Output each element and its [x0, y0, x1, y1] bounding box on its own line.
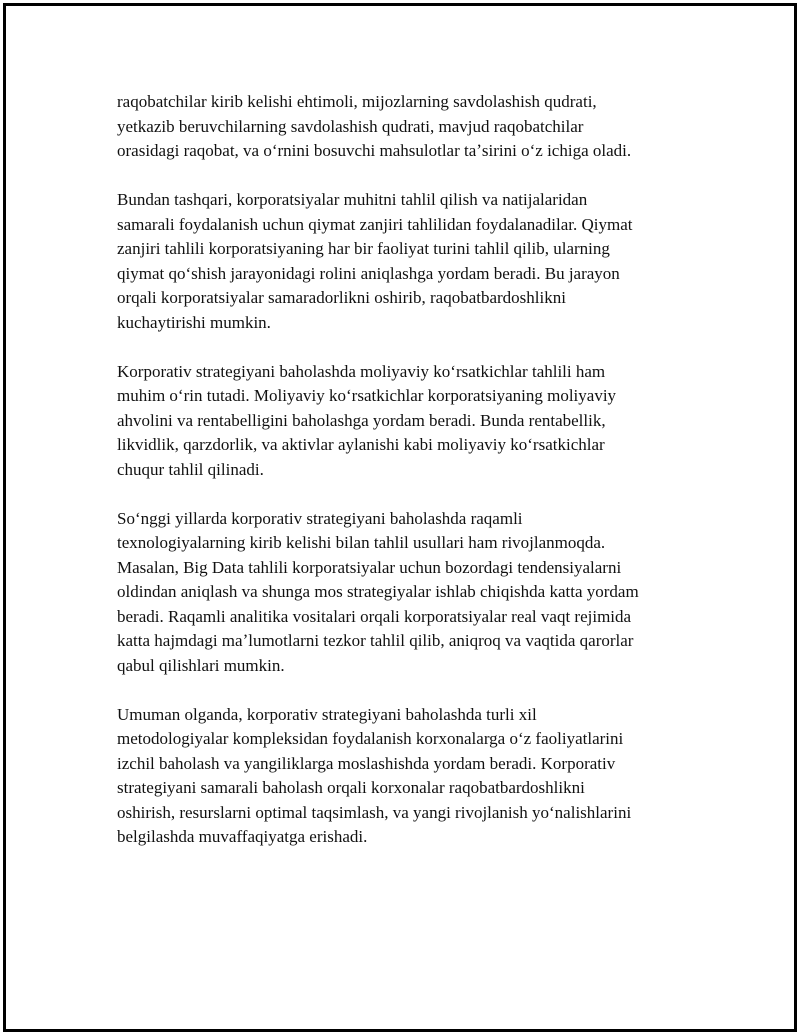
- paragraph-2: Bundan tashqari, korporatsiyalar muhitni tahlil qilish va natijalaridan samarali foydalanish uchun qiymat zanjiri tahlilidan foydalanadilar. Qiymat zanjiri tahlili korporatsiyaning har bir faoliyat turini tahlil qilib, ularning qiymat qoʻshish jarayonidagi rolini aniqlashga yordam beradi. Bu jarayon orqali korporatsiyalar samaradorlikni oshirib, raqobatbardoshlikni kuchaytirishi mumkin.: [117, 190, 633, 332]
- paragraph-5: Umuman olganda, korporativ strategiyani baholashda turli xil metodologiyalar kompleksidan foydalanish korxonalarga oʻz faoliyatlarini izchil baholash va yangiliklarga moslashishda yordam beradi. Korporativ strategiyani samarali baholash orqali korxonalar raqobatbardoshlikni oshirish, resurslarni optimal taqsimlash, va yangi rivojlanish yoʻnalishlarini belgilashda muvaffaqiyatga erishadi.: [117, 704, 632, 846]
- paragraph-4: Soʻnggi yillarda korporativ strategiyani baholashda raqamli texnologiyalarning kirib kelishi bilan tahlil usullari ham rivojlanmoqda. Masalan, Big Data tahlili korporatsiyalar uchun bozordagi tendensiyalarni oldindan aniqlash va shunga mos strategiyalar ishlab chiqishda katta yordam beradi. Raqamli analitika vositalari orqali korporatsiyalar real vaqt rejimida katta hajmdagi maʼlumotlarni tezkor tahlil qilib, aniqroq va vaqtida qarorlar qabul qilishlari mumkin.: [117, 508, 639, 675]
- paragraph-3: Korporativ strategiyani baholashda moliyaviy koʻrsatkichlar tahlili ham muhim oʻrin tutadi. Moliyaviy koʻrsatkichlar korporatsiyaning moliyaviy ahvolini va rentabelligini baholashga yordam beradi. Bunda rentabellik, likvidlik, qarzdorlik, va aktivlar aylanishi kabi moliyaviy koʻrsatkichlar chuqur tahlil qilinadi.: [117, 361, 617, 479]
- document-body: [117, 90, 697, 874]
- paragraph-1: raqobatchilar kirib kelishi ehtimoli, mijozlarning savdolashish qudrati, yetkazib beruvchilarning savdolashish qudrati, mavjud raqobatchilar orasidagi raqobat, va oʻrnini bosuvchi mahsulotlar taʼsirini oʻz ichiga oladi.: [117, 92, 632, 160]
